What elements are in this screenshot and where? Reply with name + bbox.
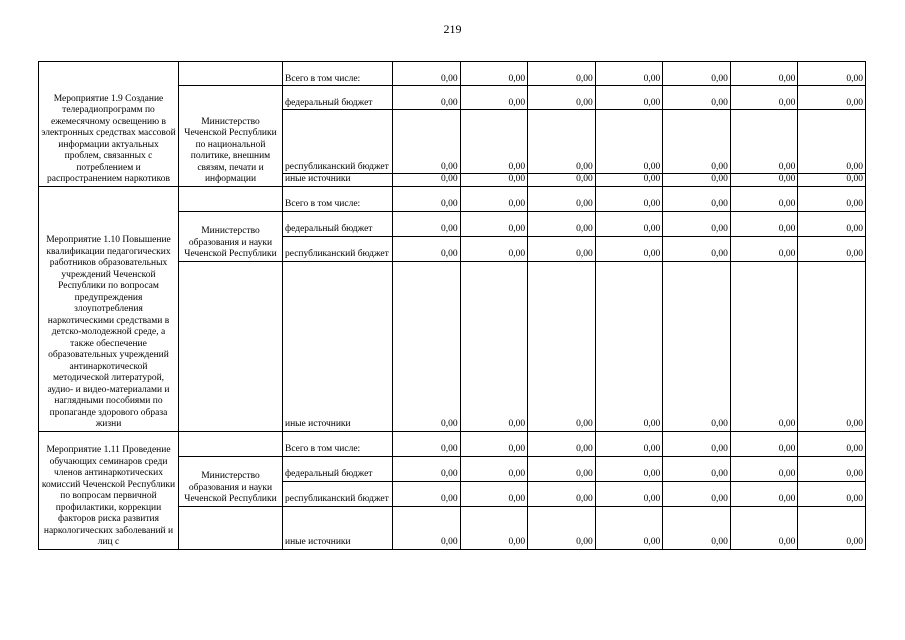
amount-cell: 0,00 [528,86,596,110]
amount-cell: 0,00 [528,174,596,187]
amount-cell: 0,00 [393,481,461,506]
amount-cell: 0,00 [798,211,866,236]
executor-empty-cell [179,431,283,456]
amount-cell: 0,00 [730,481,798,506]
amount-cell: 0,00 [460,431,528,456]
amount-cell: 0,00 [595,86,663,110]
amount-cell: 0,00 [663,86,731,110]
amount-cell: 0,00 [528,211,596,236]
amount-cell: 0,00 [798,86,866,110]
amount-cell: 0,00 [460,174,528,187]
amount-cell: 0,00 [393,62,461,86]
funding-source: республиканский бюджет [283,236,393,261]
table-row [39,62,866,86]
funding-source: иные источники [283,261,393,431]
amount-cell: 0,00 [393,236,461,261]
amount-cell: 0,00 [798,481,866,506]
amount-cell: 0,00 [528,431,596,456]
activity-title: Мероприятие 1.10 Повышение квалификации педагогических работников образовательных учреждений Чеченской Республики по вопросам предупреждения злоупотребления наркотическими средствами в детско-молодежной среде, а также обеспечение образовательных учреждений антинаркотической методической литературой, аудио- и видео-материалами и наглядными пособиями по пропаганде здорового образа жизни [39,186,179,431]
executor-empty-cell [179,506,283,549]
amount-cell: 0,00 [528,481,596,506]
amount-cell: 0,00 [595,236,663,261]
amount-cell: 0,00 [460,456,528,481]
amount-cell: 0,00 [730,211,798,236]
funding-source: федеральный бюджет [283,456,393,481]
activity-title: Мероприятие 1.9 Создание телерадиопрограмм по ежемесячному освещению в электронных средствах массовой информации актуальных проблем, связанных с потреблением и распространением наркотиков [39,62,179,187]
amount-cell: 0,00 [730,431,798,456]
amount-cell: 0,00 [730,86,798,110]
amount-cell: 0,00 [393,261,461,431]
executor-empty-cell [179,62,283,86]
funding-source: Всего в том числе: [283,431,393,456]
amount-cell: 0,00 [528,110,596,174]
amount-cell: 0,00 [595,186,663,211]
executor-name: Министерство образования и науки Чеченской Республики [179,456,283,506]
amount-cell: 0,00 [393,506,461,549]
amount-cell: 0,00 [595,110,663,174]
amount-cell: 0,00 [663,431,731,456]
amount-cell: 0,00 [393,431,461,456]
amount-cell: 0,00 [730,186,798,211]
amount-cell: 0,00 [798,110,866,174]
amount-cell: 0,00 [730,506,798,549]
amount-cell: 0,00 [798,506,866,549]
amount-cell: 0,00 [595,174,663,187]
amount-cell: 0,00 [528,261,596,431]
amount-cell: 0,00 [663,211,731,236]
amount-cell: 0,00 [460,186,528,211]
amount-cell: 0,00 [460,86,528,110]
executor-name: Министерство образования и науки Чеченской Республики [179,211,283,261]
amount-cell: 0,00 [595,211,663,236]
funding-table [38,61,866,550]
funding-source: Всего в том числе: [283,62,393,86]
amount-cell: 0,00 [663,186,731,211]
amount-cell: 0,00 [528,506,596,549]
amount-cell: 0,00 [393,86,461,110]
amount-cell: 0,00 [663,62,731,86]
amount-cell: 0,00 [798,186,866,211]
amount-cell: 0,00 [798,261,866,431]
amount-cell: 0,00 [528,236,596,261]
amount-cell: 0,00 [460,110,528,174]
amount-cell: 0,00 [730,261,798,431]
amount-cell: 0,00 [595,62,663,86]
amount-cell: 0,00 [730,110,798,174]
amount-cell: 0,00 [663,110,731,174]
amount-cell: 0,00 [595,456,663,481]
amount-cell: 0,00 [528,456,596,481]
amount-cell: 0,00 [798,236,866,261]
amount-cell: 0,00 [460,506,528,549]
amount-cell: 0,00 [595,506,663,549]
amount-cell: 0,00 [528,186,596,211]
table-row [39,186,866,211]
amount-cell: 0,00 [730,236,798,261]
amount-cell: 0,00 [663,481,731,506]
amount-cell: 0,00 [393,211,461,236]
amount-cell: 0,00 [595,431,663,456]
amount-cell: 0,00 [460,236,528,261]
amount-cell: 0,00 [663,236,731,261]
amount-cell: 0,00 [663,456,731,481]
amount-cell: 0,00 [595,261,663,431]
funding-source: Всего в том числе: [283,186,393,211]
amount-cell: 0,00 [460,481,528,506]
funding-source: иные источники [283,506,393,549]
activity-title: Мероприятие 1.11 Проведение обучающих семинаров среди членов антинаркотических комиссий Чеченской Республики по вопросам первичной профилактики, коррекции факторов риска развития наркологических заболеваний и лиц с [39,431,179,549]
amount-cell: 0,00 [663,261,731,431]
funding-source: республиканский бюджет [283,481,393,506]
funding-source: федеральный бюджет [283,86,393,110]
amount-cell: 0,00 [663,506,731,549]
amount-cell: 0,00 [798,431,866,456]
funding-source: федеральный бюджет [283,211,393,236]
amount-cell: 0,00 [460,261,528,431]
table-row [39,431,866,456]
page-number: 219 [443,22,462,36]
amount-cell: 0,00 [595,481,663,506]
amount-cell: 0,00 [798,174,866,187]
executor-empty-cell [179,261,283,431]
funding-source: иные источники [283,174,393,187]
funding-source: республиканский бюджет [283,110,393,174]
amount-cell: 0,00 [798,456,866,481]
amount-cell: 0,00 [393,186,461,211]
amount-cell: 0,00 [393,110,461,174]
executor-name: Министерство Чеченской Республики по национальной политике, внешним связям, печати и информации [179,86,283,187]
amount-cell: 0,00 [393,456,461,481]
amount-cell: 0,00 [663,174,731,187]
amount-cell: 0,00 [528,62,596,86]
amount-cell: 0,00 [460,62,528,86]
amount-cell: 0,00 [393,174,461,187]
executor-empty-cell [179,186,283,211]
amount-cell: 0,00 [460,211,528,236]
amount-cell: 0,00 [730,456,798,481]
amount-cell: 0,00 [730,174,798,187]
amount-cell: 0,00 [730,62,798,86]
amount-cell: 0,00 [798,62,866,86]
